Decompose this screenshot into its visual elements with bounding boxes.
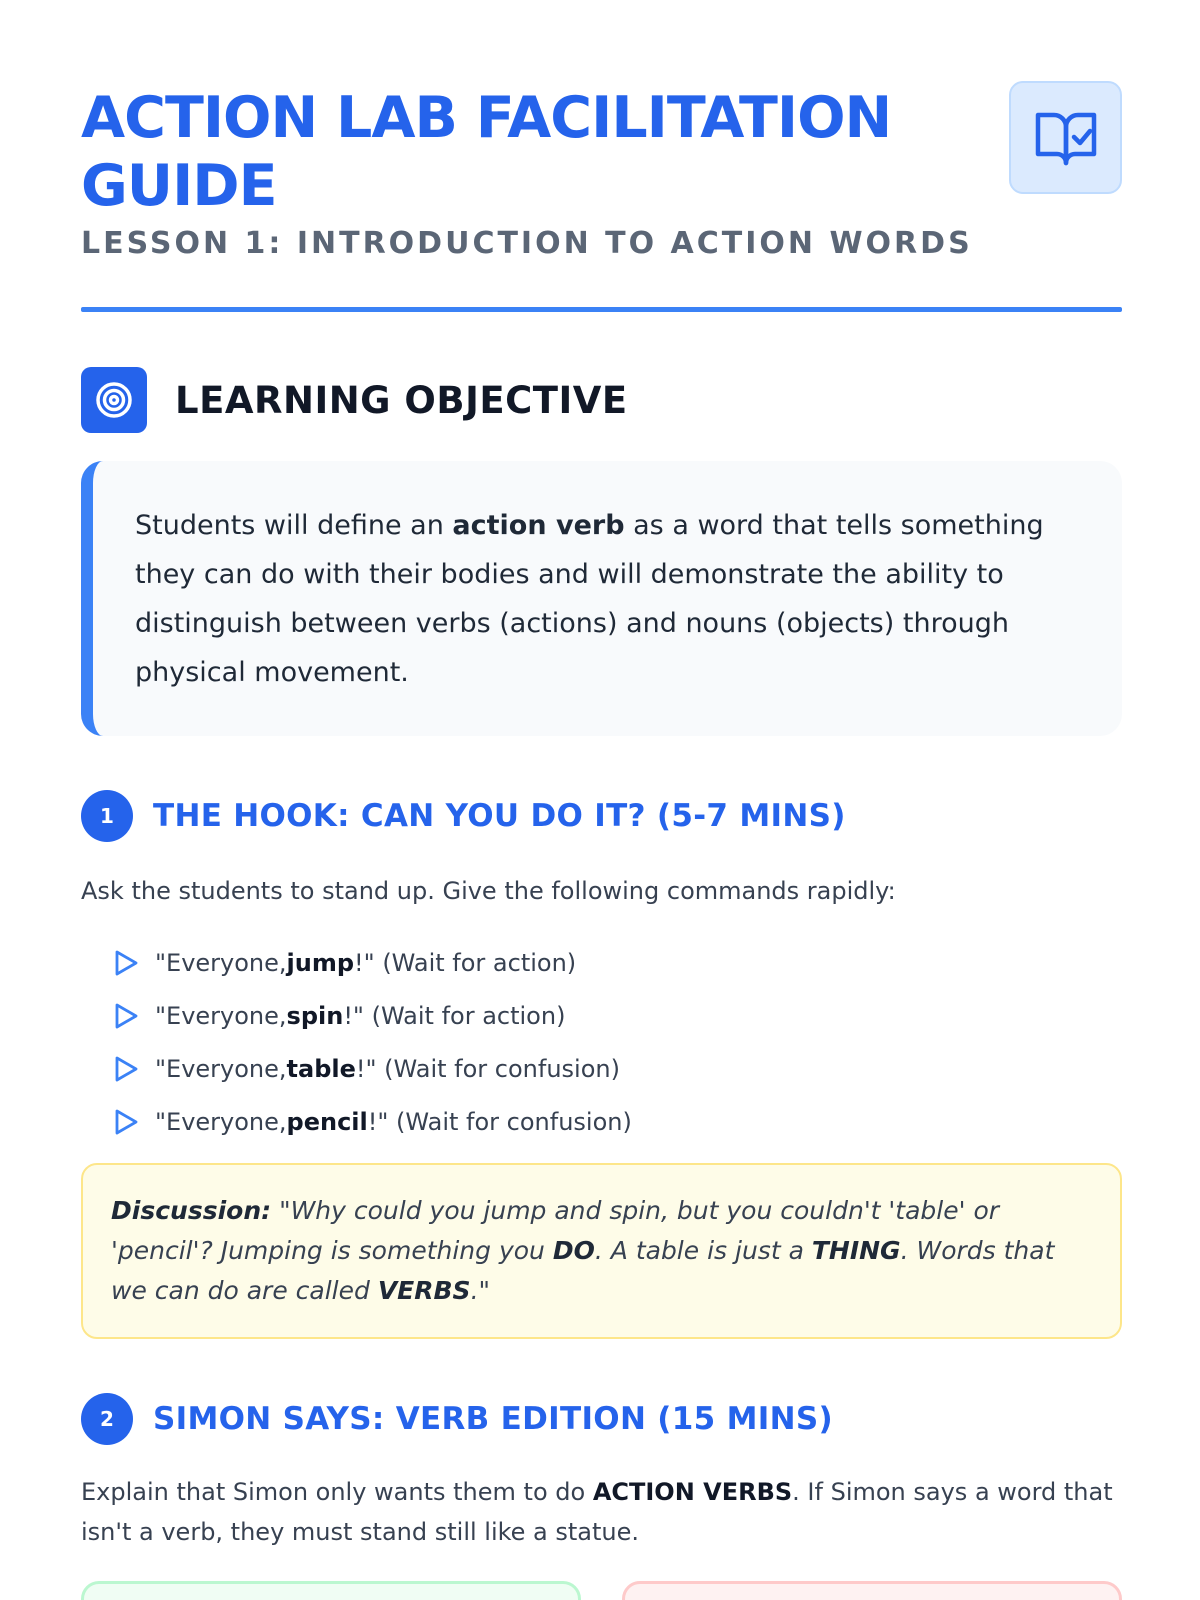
play-icon <box>111 1054 141 1084</box>
logo-badge <box>1009 81 1122 194</box>
section-2-intro: Explain that Simon only wants them to do ACTION VERBS. If Simon says a word that isn't a verb, they must stand still like a statue. <box>81 1478 1113 1546</box>
page-header <box>81 84 1122 314</box>
objective-title: LEARNING OBJECTIVE <box>175 378 628 422</box>
section-1-heading <box>81 790 846 842</box>
list-item: "Everyone,jump!" (Wait for action) <box>111 936 1011 989</box>
target-icon <box>95 381 133 419</box>
section-2-heading <box>81 1393 833 1445</box>
page-title: ACTION LAB FACILITATION GUIDE <box>81 85 892 219</box>
objective-text: Students will define an action verb as a word that tells something they can do with their bodies and will demonstrate the ability to distinguish between verbs (actions) and nouns (objects) through physical movement. <box>135 510 1044 688</box>
command-list <box>111 936 1011 1148</box>
non-verb-card <box>622 1581 1122 1600</box>
objective-term: action verb <box>452 510 625 541</box>
section-2-number: 2 <box>81 1393 133 1445</box>
list-item: "Everyone,spin!" (Wait for action) <box>111 989 1011 1042</box>
header-divider <box>81 307 1122 312</box>
objective-box <box>81 461 1122 736</box>
section-1-number: 1 <box>81 790 133 842</box>
section-2-title: SIMON SAYS: VERB EDITION (15 MINS) <box>153 1401 833 1437</box>
verb-card <box>81 1581 581 1600</box>
play-icon <box>111 1107 141 1137</box>
objective-icon-badge <box>81 367 147 433</box>
objective-heading <box>81 367 628 433</box>
book-check-icon <box>1034 109 1098 167</box>
list-item: "Everyone,pencil!" (Wait for confusion) <box>111 1095 1011 1148</box>
section-1-intro: Ask the students to stand up. Give the following commands rapidly: <box>81 877 896 905</box>
section-1-title: THE HOOK: CAN YOU DO IT? (5-7 MINS) <box>153 798 846 834</box>
play-icon <box>111 948 141 978</box>
discussion-text: Discussion: "Why could you jump and spin, but you couldn't 'table' or 'pencil'? Jumping is something you DO. A table is just a THING. Words that we can do are called VERBS." <box>111 1196 1055 1305</box>
play-icon <box>111 1001 141 1031</box>
list-item: "Everyone,table!" (Wait for confusion) <box>111 1042 1011 1095</box>
lesson-subtitle: LESSON 1: INTRODUCTION TO ACTION WORDS <box>81 226 973 261</box>
discussion-note <box>81 1163 1122 1339</box>
